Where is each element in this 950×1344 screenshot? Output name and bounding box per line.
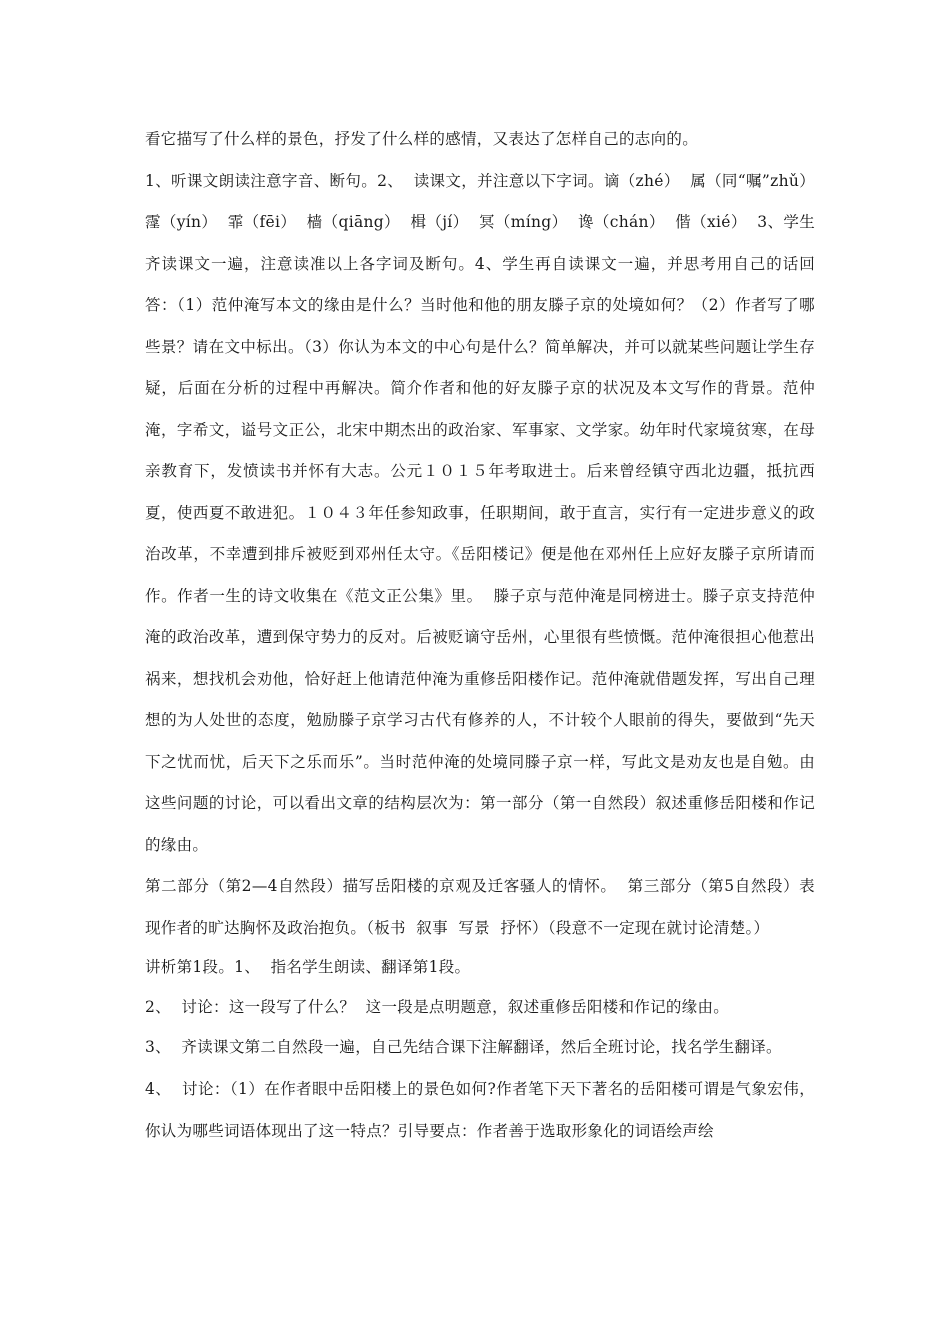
paragraph-structure: 第二部分（第2—4自然段）描写岳阳楼的京观及迁客骚人的情怀。 第三部分（第5自然段）表现作者的旷达胸怀及政治抱负。（板书 叙事 写景 抒怀）（段意不一定现在就讨论清楚。）: [145, 877, 815, 937]
paragraph-analysis-3: 3、 齐读课文第二自然段一遍，自己先结合课下注解翻译，然后全班讨论，找名学生翻译。: [145, 1038, 782, 1056]
document-body: [145, 119, 826, 1152]
paragraph-reading-steps: 1、听课文朗读注意字音、断句。2、 读课文，并注意以下字词。谪（zhé） 属（同“嘱”zhǔ） 霪（yín） 霏（fēi） 樯（qiāng） 楫（jí） 冥（míng） 谗（chán） 偕（xié） 3、学生齐读课文一遍，注意读准以上各字词及断句。4、学生再自读课文一遍，并思考用自己的话回答：（1）范仲淹写本文的缘由是什么？当时他和他的朋友滕子京的处境如何？（2）作者写了哪些景？请在文中标出。（3）你认为本文的中心句是什么？简单解决，并可以就某些问题让学生存疑，后面在分析的过程中再解决。简介作者和他的好友滕子京的状况及本文写作的背景。范仲淹，字希文，谥号文正公，北宋中期杰出的政治家、军事家、文学家。幼年时代家境贫寒，在母亲教育下，发愤读书并怀有大志。公元１０１５年考取进士。后来曾经镇守西北边疆，抵抗西夏，使西夏不敢进犯。１０４３年任参知政事，任职期间，敢于直言，实行有一定进步意义的政治改革，不幸遭到排斥被贬到邓州任太守。《岳阳楼记》便是他在邓州任上应好友滕子京所请而作。作者一生的诗文收集在《范文正公集》里。 滕子京与范仲淹是同榜进士。滕子京支持范仲淹的政治改革，遭到保守势力的反对。后被贬谪守岳州，心里很有些愤慨。范仲淹很担心他惹出祸来，想找机会劝他，恰好赶上他请范仲淹为重修岳阳楼作记。范仲淹就借题发挥，写出自己理想的为人处世的态度，勉励滕子京学习古代有修养的人，不计较个人眼前的得失，要做到“先天下之忧而忧，后天下之乐而乐”。当时范仲淹的处境同滕子京一样，写此文是劝友也是自勉。由这些问题的讨论，可以看出文章的结构层次为：第一部分（第一自然段）叙述重修岳阳楼和作记的缘由。: [145, 171, 826, 854]
paragraph-analysis-1: 讲析第1段。1、 指名学生朗读、翻译第1段。: [145, 958, 471, 976]
paragraph-analysis-2: 2、 讨论：这一段写了什么？ 这一段是点明题意，叙述重修岳阳楼和作记的缘由。: [145, 998, 730, 1016]
paragraph-analysis-4: 4、 讨论：（1）在作者眼中岳阳楼上的景色如何?作者笔下天下著名的岳阳楼可谓是气象宏伟，你认为哪些词语体现出了这一特点？引导要点：作者善于选取形象化的词语绘声绘: [145, 1080, 815, 1140]
paragraph-intro: 看它描写了什么样的景色，抒发了什么样的感情，又表达了怎样自己的志向的。: [145, 130, 699, 148]
